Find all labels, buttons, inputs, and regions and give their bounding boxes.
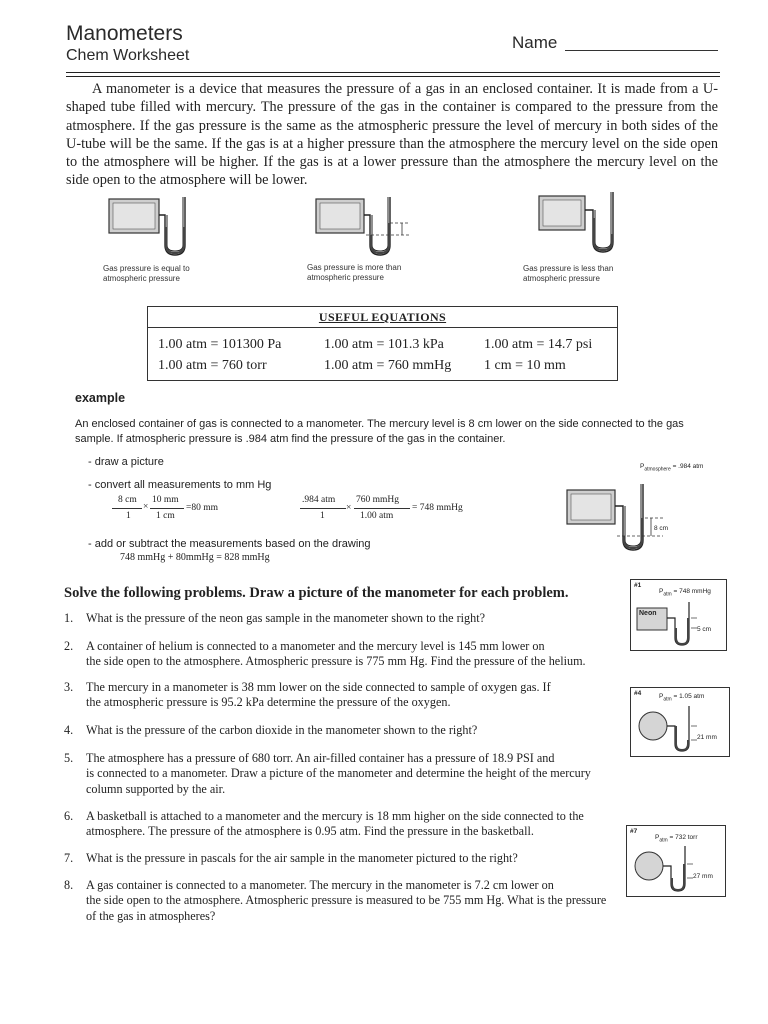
useful-equations-box	[147, 306, 618, 381]
intro-paragraph: A manometer is a device that measures the pressure of a gas in an enclosed container. It is made from a U-shaped tube filled with mercury. The pressure of the gas in the container is compared to the pressure from the atmosphere. If the gas pressure is the same as the atmospheric pressure the level of mercury in both sides of the U-tube will be the same. If the gas is at a higher pressure than the atmosphere the mercury level on the side open to the atmosphere will be higher. If the gas is at a lower pressure than the atmosphere the mercury level on the side open to the atmosphere will be lower.	[66, 81, 718, 189]
worksheet-title: Manometers	[66, 22, 183, 45]
figure-1-manometer	[635, 600, 723, 648]
problem-4: 4. What is the pressure of the carbon dioxide in the manometer shown to the right?	[64, 723, 478, 737]
equation-atm-psi: 1.00 atm = 14.7 psi	[484, 337, 593, 352]
figure-7-box: #7 $P_{atm} = 732$ torr 27 mm	[626, 825, 726, 897]
caption-less: Gas pressure is less than atmospheric pressure	[523, 264, 614, 283]
problem-3: 3. The mercury in a manometer is 38 mm lower on the side connected to sample of oxygen gas. If the atmospheric pressure is 95.2 kPa determine the pressure of the oxygen.	[64, 680, 551, 710]
example-label: example	[75, 391, 126, 405]
name-label: Name	[512, 33, 558, 52]
manometer-more-diagram	[310, 193, 420, 263]
equation-atm-mmhg: 1.00 atm = 760 mmHg	[324, 358, 452, 373]
problem-8: 8. A gas container is connected to a manometer. The mercury in the manometer is 7.2 cm lower on the side open to the atmosphere. Atmospheric pressure is measured to be 755 mm Hg. What is the pressure of the gas in atmospheres?	[64, 878, 607, 923]
worksheet-subtitle: Chem Worksheet	[66, 47, 190, 64]
example-sum: 748 mmHg + 80mmHg = 828 mmHg	[120, 552, 270, 563]
equation-atm-kpa: 1.00 atm = 101.3 kPa	[324, 337, 444, 352]
example-patm-label: $P_{atmosphere} = .984$ atm	[640, 463, 704, 473]
problem-5: 5. The atmosphere has a pressure of 680 torr. An air-filled container has a pressure of 18.9 PSI and is connected to a manometer. Draw a picture of the manometer and determine the height of the mercury column supported by the air.	[64, 751, 591, 796]
example-fraction-atm: .984 atm 1 × 760 mmHg 1.00 atm = 748 mmHg	[302, 495, 463, 521]
figure-1-height: 5 cm	[697, 626, 712, 633]
figure-4-manometer	[635, 704, 725, 754]
figure-7-manometer	[631, 844, 721, 894]
problem-2: 2. A container of helium is connected to a manometer and the mercury level is 145 mm lower on the side open to the atmosphere. Atmospheric pressure is 775 mm Hg. Find the pressure of the helium.	[64, 639, 586, 669]
problem-1: 1. What is the pressure of the neon gas sample in the manometer shown to the right?	[64, 611, 486, 625]
equation-atm-pa: 1.00 atm = 101300 Pa	[158, 337, 282, 352]
caption-equal: Gas pressure is equal to atmospheric pressure	[103, 264, 190, 283]
caption-more: Gas pressure is more than atmospheric pressure	[307, 263, 402, 282]
example-fraction-cm: 8 cm 1 × 10 mm 1 cm =80 mm	[112, 495, 242, 527]
equations-heading: USEFUL EQUATIONS	[318, 310, 447, 324]
example-step-add: - add or subtract the measurements based on the drawing	[88, 538, 371, 550]
example-height-label: 8 cm	[654, 525, 669, 532]
header-rule-bottom	[66, 76, 720, 77]
example-step-convert: - convert all measurements to mm Hg	[88, 479, 272, 491]
manometer-less-diagram	[535, 190, 625, 262]
solve-heading: Solve the following problems. Draw a picture of the manometer for each problem.	[64, 585, 569, 601]
figure-1-gas-label: Neon	[639, 610, 657, 617]
problem-7: 7. What is the pressure in pascals for the air sample in the manometer pictured to the right?	[64, 851, 518, 865]
figure-7-height: 27 mm	[693, 873, 713, 880]
figure-4-box: #4 $P_{atm} = 1.05$ atm 21 mm	[630, 687, 730, 757]
example-manometer-diagram	[565, 480, 675, 555]
manometer-equal-diagram	[95, 193, 215, 263]
figure-1-box: #1 $P_{atm} = 748$ mmHg Neon 5 cm	[630, 579, 727, 651]
name-blank-line[interactable]	[565, 50, 718, 51]
example-problem-text: An enclosed container of gas is connected to a manometer. The mercury level is 8 cm lower on the side connected to the gas sample. If atmospheric pressure is .984 atm find the pressure of the gas in the container.	[75, 418, 684, 445]
header-rule-top	[66, 72, 720, 73]
example-step-draw: - draw a picture	[88, 456, 164, 468]
problem-6: 6. A basketball is attached to a manometer and the mercury is 18 mm higher on the side connected to the atmosphere. The pressure of the atmosphere is 0.95 atm. Find the pressure in the basketball.	[64, 809, 584, 839]
equation-cm-mm: 1 cm = 10 mm	[484, 358, 566, 373]
equation-atm-torr: 1.00 atm = 760 torr	[158, 358, 267, 373]
figure-4-height: 21 mm	[697, 734, 717, 741]
